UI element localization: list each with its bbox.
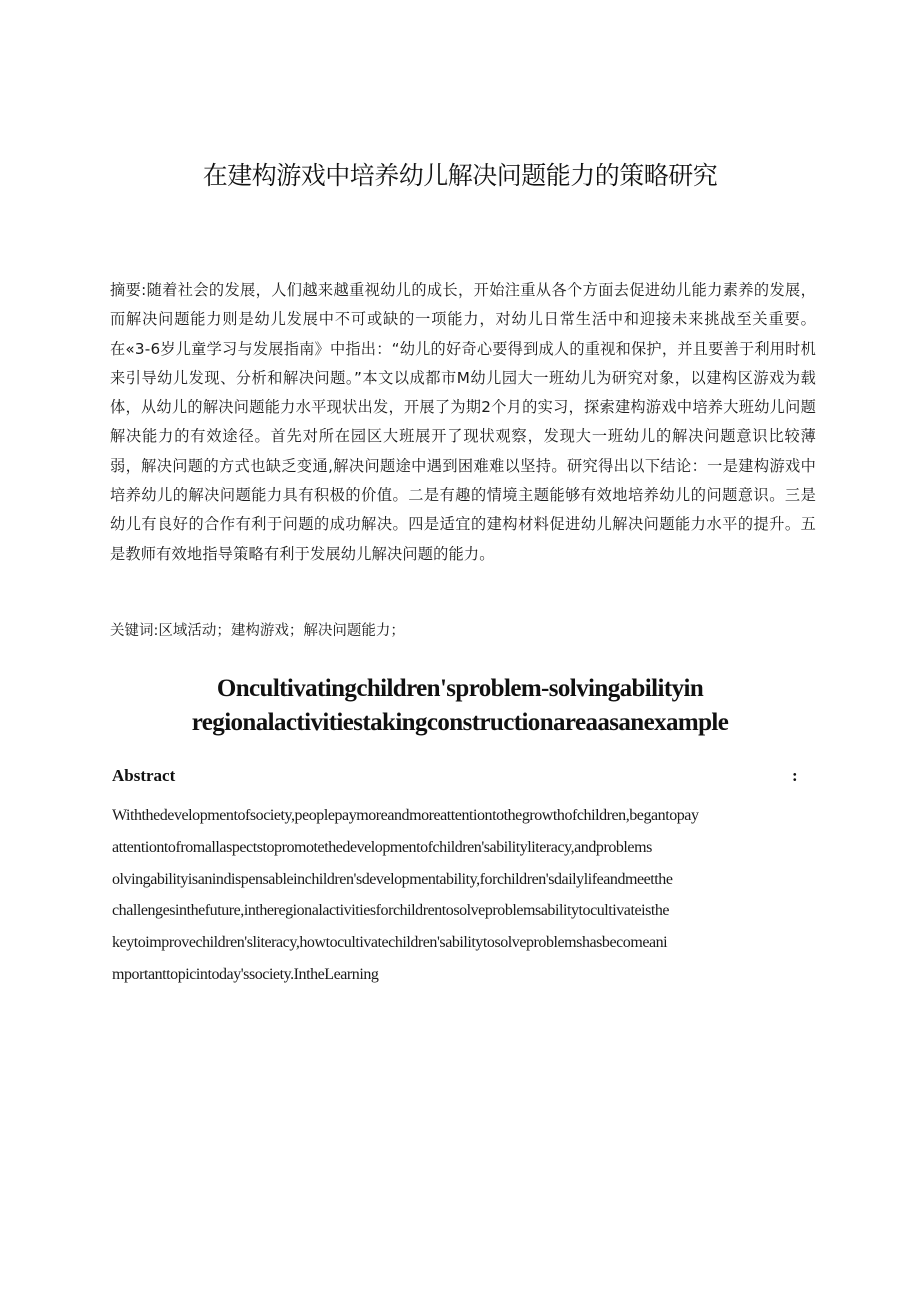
english-abstract-label: Abstract (112, 766, 176, 785)
chinese-abstract (110, 276, 816, 569)
chinese-keywords-text: 区域活动；建构游戏；解决问题能力； (158, 623, 405, 639)
english-abstract-line: Withthedevelopmentofsociety,peoplepaymoreandmoreattentiontothegrowthofchildren,begantopay (112, 807, 699, 824)
english-abstract-line: olvingabilityisanindispensableinchildren'sdevelopmentability,forchildren'sdailylifeandmeetthe (112, 870, 673, 888)
english-title-line-1: Oncultivatingchildren'sproblem-solvingabilityin (216, 675, 704, 702)
chinese-abstract-text: 随着社会的发展，人们越来越重视幼儿的成长，开始注重从各个方面去促进幼儿能力素养的发展，而解决问题能力则是幼儿发展中不可或缺的一项能力，对幼儿日常生活中和迎接未来挑战至关重要。在«3-6岁儿童学习与发展指南》中指出：“幼儿的好奇心要得到成人的重视和保护，并且要善于利用时机来引导幼儿发现、分析和解决问题。”本文以成都市M幼儿园大一班幼儿为研究对象，以建构区游戏为载体，从幼儿的解决问题能力水平现状出发，开展了为期2个月的实习，探索建构游戏中培养大班幼儿问题解决能力的有效途径。首先对所在园区大班展开了现状观察，发现大一班幼儿的解决问题意识比较薄弱，解决问题的方式也缺乏变通,解决问题途中遇到困难难以坚持。研究得出以下结论：一是建构游戏中培养幼儿的解决问题能力具有积极的价值。二是有趣的情境主题能够有效地培养幼儿的问题意识。三是幼儿有良好的合作有利于问题的成功解决。四是适宜的建构材料促进幼儿解决问题能力水平的提升。五是教师有效地指导策略有利于发展幼儿解决问题的能力。 (110, 281, 816, 563)
english-title (60, 672, 860, 740)
english-abstract-line: keytoimprovechildren'sliteracy,howtocultivatechildren'sabilitytosolveproblemshasbecomeani (112, 934, 668, 952)
chinese-keywords-label: 关键词: (110, 623, 159, 639)
english-title-line-2: regionalactivitiestakingconstructionareaasanexample (191, 709, 729, 736)
english-abstract-line: attentiontofromallaspectstopromotethedevelopmentofchildren'sabilityliteracy,andproblems (112, 838, 652, 856)
english-abstract-colon: : (792, 766, 798, 785)
chinese-abstract-label: 摘要: (110, 281, 147, 299)
english-abstract (112, 800, 812, 991)
chinese-keywords (110, 617, 816, 645)
english-abstract-line: mportanttopicintoday'ssociety.IntheLearning (112, 965, 379, 983)
chinese-title: 在建构游戏中培养幼儿解决问题能力的策略研究 (202, 161, 718, 190)
english-abstract-line: challengesinthefuture,intheregionalactivitiesforchildrentosolveproblemsabilitytocultivateisthe (112, 902, 670, 920)
